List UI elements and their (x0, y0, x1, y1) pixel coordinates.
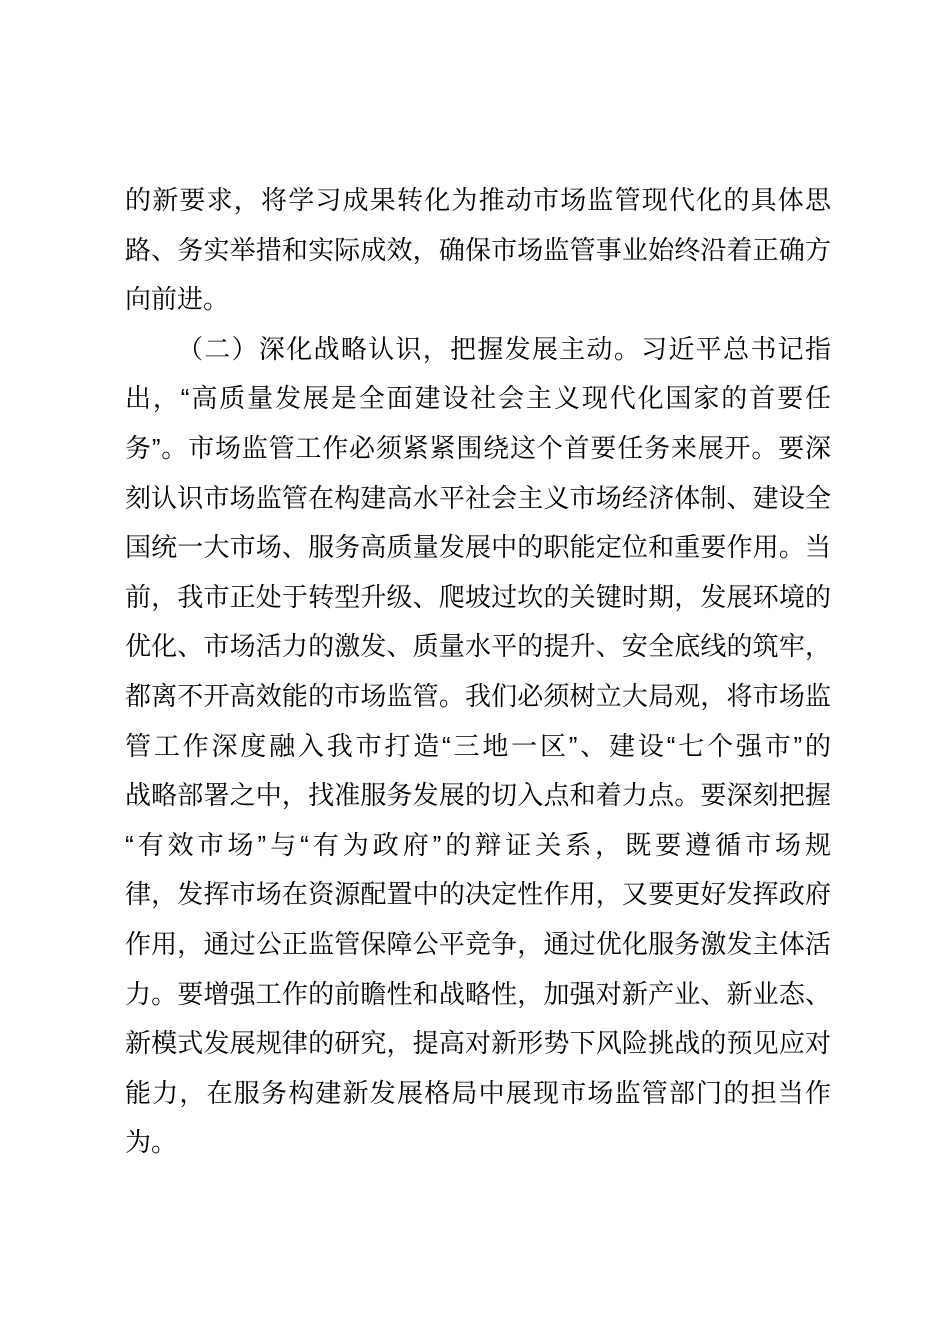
text-line: 新模式发展规律的研究，提高对新形势下风险挑战的预见应对 (125, 1028, 831, 1059)
text-line: 能力，在服务构建新发展格局中展现市场监管部门的担当作 (125, 1077, 831, 1108)
text-line: 律，发挥市场在资源配置中的决定性作用，又要更好发挥政府 (125, 879, 831, 910)
text-line: 路、务实举措和实际成效，确保市场监管事业始终沿着正确方 (125, 234, 831, 265)
text-line: 务”。市场监管工作必须紧紧围绕这个首要任务来展开。要深 (125, 432, 831, 463)
text-line: 作用，通过公正监管保障公平竞争，通过优化服务激发主体活 (125, 928, 831, 959)
text-line: 国统一大市场、服务高质量发展中的职能定位和重要作用。当 (125, 532, 831, 563)
text-line: 都离不开高效能的市场监管。我们必须树立大局观，将市场监 (125, 680, 831, 711)
text-line: 管工作深度融入我市打造“三地一区”、建设“七个强市”的 (125, 730, 831, 761)
text-line: 战略部署之中，找准服务发展的切入点和着力点。要深刻把握 (125, 780, 831, 811)
text-line: 向前进。 (125, 284, 230, 315)
text-line: 的新要求，将学习成果转化为推动市场监管现代化的具体思 (125, 185, 831, 215)
text-line: 为。 (125, 1127, 178, 1158)
text-line: 优化、市场活力的激发、质量水平的提升、安全底线的筑牢， (125, 631, 831, 662)
text-line: 力。要增强工作的前瞻性和战略性，加强对新产业、新业态、 (125, 978, 831, 1009)
paragraph-section-two (125, 325, 831, 1168)
document-body (125, 176, 831, 1168)
text-line: 出，“高质量发展是全面建设社会主义现代化国家的首要任 (125, 383, 831, 414)
text-line: （二）深化战略认识，把握发展主动。习近平总书记指 (177, 333, 831, 364)
text-line: “有效市场”与“有为政府”的辩证关系，既要遵循市场规 (125, 829, 831, 860)
text-line: 刻认识市场监管在构建高水平社会主义市场经济体制、建设全 (125, 482, 831, 513)
paragraph-continuation (125, 176, 831, 325)
text-line: 前，我市正处于转型升级、爬坡过坎的关键时期，发展环境的 (125, 581, 831, 612)
